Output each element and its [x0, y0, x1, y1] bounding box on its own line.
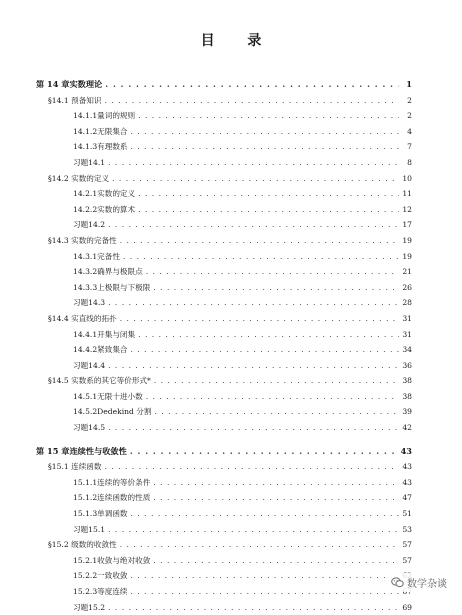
dot-leader [120, 537, 399, 553]
dot-leader [131, 139, 399, 155]
exercise-title: 习题15.1 [73, 524, 106, 534]
toc-exercise-entry[interactable] [36, 522, 412, 538]
toc-exercise-entry[interactable] [36, 217, 412, 233]
subsection-title: 连续函数的性质 [97, 493, 151, 503]
toc-subsection-entry[interactable] [36, 249, 412, 265]
dot-leader [131, 506, 399, 522]
dot-leader [131, 584, 399, 600]
subsection-number: 14.2.2 [73, 204, 98, 214]
page-number: 21 [402, 267, 412, 277]
subsection-number: 14.1.2 [73, 126, 98, 136]
dot-leader [120, 311, 399, 327]
toc-section-entry[interactable] [36, 537, 412, 553]
page-number: 28 [402, 298, 412, 308]
chapter-title: 实数理论 [69, 79, 103, 89]
dot-leader [105, 77, 399, 93]
toc-subsection-entry[interactable] [36, 475, 412, 491]
section-title: §14.3 实数的完备性 [48, 235, 117, 245]
toc-subsection-entry[interactable] [36, 404, 412, 420]
section-title: §15.2 级数的收敛性 [48, 540, 117, 550]
subsection-number: 15.2.2 [73, 571, 98, 581]
page-number: 2 [407, 95, 412, 105]
page-number: 57 [402, 540, 412, 550]
subsection-number: 15.1.1 [73, 477, 98, 487]
dot-leader [108, 420, 399, 436]
page-number: 42 [402, 423, 412, 433]
subsection-title: 连续的等价条件 [97, 477, 151, 487]
page-number: 31 [402, 313, 412, 323]
section-title: §14.4 实直线的拓扑 [48, 313, 117, 323]
toc-subsection-entry[interactable] [36, 506, 412, 522]
dot-leader [146, 389, 399, 405]
subsection-number: 15.2.1 [73, 555, 98, 565]
subsection-number: 14.5.2 [73, 407, 98, 417]
dot-leader [108, 522, 399, 538]
toc-subsection-entry[interactable] [36, 553, 412, 569]
toc-exercise-entry[interactable] [36, 155, 412, 171]
chapter-gap [36, 436, 412, 444]
toc-exercise-entry[interactable] [36, 295, 412, 311]
chapter-title: 连续性与收敛性 [69, 445, 127, 456]
subsection-number: 15.2.3 [73, 587, 98, 596]
toc-subsection-entry[interactable] [36, 264, 412, 280]
toc-exercise-entry[interactable] [36, 358, 412, 374]
page-number: 53 [402, 524, 412, 534]
watermark [388, 573, 450, 592]
subsection-number: 14.1.3 [73, 142, 98, 152]
subsection-title: 实数的算术 [97, 204, 136, 214]
dot-leader [108, 358, 399, 374]
subsection-title: Dedekind 分割 [97, 407, 152, 417]
dot-leader [153, 475, 399, 491]
section-title: §14.1 预备知识 [48, 95, 102, 105]
toc-subsection-entry[interactable] [36, 568, 412, 584]
exercise-title: 习题15.2 [73, 602, 106, 612]
page-number: 7 [407, 142, 412, 152]
toc-section-entry[interactable] [36, 311, 412, 327]
toc-section-entry[interactable] [36, 93, 412, 109]
exercise-title: 习题14.5 [73, 423, 106, 433]
subsection-title: 确界与极限点 [97, 267, 143, 277]
dot-leader [112, 171, 399, 187]
section-title: §14.5 实数系的其它等价形式* [48, 376, 151, 386]
page-number: 10 [402, 173, 412, 183]
exercise-title: 习题14.2 [73, 220, 106, 230]
page-number: 19 [402, 235, 412, 245]
page-number: 4 [407, 126, 412, 136]
page-number: 51 [402, 509, 412, 519]
dot-leader [108, 217, 399, 233]
page-number: 34 [402, 345, 412, 355]
subsection-number: 14.4.1 [73, 329, 98, 339]
toc-subsection-entry[interactable] [36, 389, 412, 405]
subsection-title: 上极限与下极限 [97, 282, 151, 292]
dot-leader [105, 93, 400, 109]
subsection-title: 单调函数 [97, 509, 128, 519]
page-number: 26 [402, 282, 412, 292]
toc-subsection-entry[interactable] [36, 584, 412, 600]
dot-leader [153, 280, 399, 296]
subsection-title: 量词的规则 [97, 111, 136, 121]
chapter-number: 第 15 章 [36, 445, 70, 456]
exercise-title: 习题14.1 [73, 157, 106, 167]
page-number: 11 [402, 189, 412, 199]
toc-subsection-entry[interactable] [36, 186, 412, 202]
page-number: 38 [402, 376, 412, 386]
page-title: 目 录 [200, 33, 276, 49]
toc-subsection-entry[interactable] [36, 124, 412, 140]
page-number: 38 [402, 391, 412, 401]
toc-section-entry[interactable] [36, 373, 412, 389]
toc-chapter-entry[interactable] [36, 77, 412, 93]
subsection-number: 14.5.1 [73, 391, 98, 401]
table-of-contents [36, 77, 412, 615]
page-number: 12 [402, 204, 412, 214]
subsection-title: 实数的定义 [97, 189, 136, 199]
subsection-number: 14.3.3 [73, 282, 98, 292]
subsection-title: 完备性 [97, 251, 120, 261]
toc-section-entry[interactable] [36, 171, 412, 187]
dot-leader [153, 490, 399, 506]
toc-subsection-entry[interactable] [36, 327, 412, 343]
section-title: §14.2 实数的定义 [48, 173, 110, 183]
subsection-title: 无限集合 [97, 126, 128, 136]
page-number: 39 [402, 407, 412, 417]
dot-leader [138, 327, 399, 343]
toc-subsection-entry[interactable] [36, 342, 412, 358]
subsection-title: 紧致集合 [97, 345, 128, 355]
page-number: 57 [402, 555, 412, 565]
page-number: 43 [400, 445, 412, 456]
subsection-number: 14.4.2 [73, 345, 98, 355]
exercise-title: 习题14.3 [73, 298, 106, 308]
dot-leader [131, 568, 399, 584]
page-number: 47 [402, 493, 412, 503]
subsection-number: 14.3.2 [73, 267, 98, 277]
wechat-bubble-icon [391, 577, 404, 588]
subsection-number: 15.1.2 [73, 493, 98, 503]
chapter-number: 第 14 章 [36, 79, 70, 89]
subsection-title: 收敛与绝对收敛 [97, 555, 151, 565]
page-number: 17 [402, 220, 412, 230]
subsection-title: 无限十进小数 [97, 391, 143, 401]
dot-leader [154, 404, 399, 420]
page-number: 36 [402, 360, 412, 370]
page-number: 43 [402, 462, 412, 472]
page-number: 69 [402, 602, 412, 612]
page-number: 31 [402, 329, 412, 339]
dot-leader [146, 264, 399, 280]
dot-leader [131, 124, 399, 140]
toc-section-entry[interactable] [36, 459, 412, 475]
subsection-title: 等度连续 [97, 587, 128, 596]
subsection-title: 有理数系 [97, 142, 128, 152]
page-number: 43 [402, 477, 412, 487]
toc-chapter-entry[interactable] [36, 444, 412, 460]
toc-subsection-entry[interactable] [36, 490, 412, 506]
subsection-number: 15.1.3 [73, 509, 98, 519]
page-number: 19 [402, 251, 412, 261]
dot-leader [138, 108, 399, 124]
subsection-number: 14.2.1 [73, 189, 98, 199]
page-number: 1 [406, 79, 412, 89]
subsection-title: 一致收敛 [97, 571, 128, 581]
dot-leader [108, 295, 399, 311]
dot-leader [130, 444, 398, 460]
page-number: 2 [407, 111, 412, 121]
subsection-number: 14.1.1 [73, 111, 98, 121]
watermark-text: 数学杂谈 [407, 579, 447, 590]
dot-leader [138, 202, 399, 218]
dot-leader [154, 373, 399, 389]
toc-subsection-entry[interactable] [36, 280, 412, 296]
subsection-title: 开集与闭集 [97, 329, 136, 339]
toc-exercise-entry[interactable] [36, 420, 412, 436]
subsection-number: 14.3.1 [73, 251, 98, 261]
dot-leader [123, 249, 399, 265]
dot-leader [131, 342, 399, 358]
toc-section-entry[interactable] [36, 233, 412, 249]
section-title: §15.1 连续函数 [48, 462, 102, 472]
dot-leader [105, 459, 400, 475]
dot-leader [138, 186, 399, 202]
dot-leader [108, 155, 399, 171]
toc-subsection-entry[interactable] [36, 139, 412, 155]
page-number: 8 [407, 157, 412, 167]
exercise-title: 习题14.4 [73, 360, 106, 370]
dot-leader [153, 553, 399, 569]
dot-leader [120, 233, 399, 249]
toc-subsection-entry[interactable] [36, 202, 412, 218]
toc-subsection-entry[interactable] [36, 108, 412, 124]
